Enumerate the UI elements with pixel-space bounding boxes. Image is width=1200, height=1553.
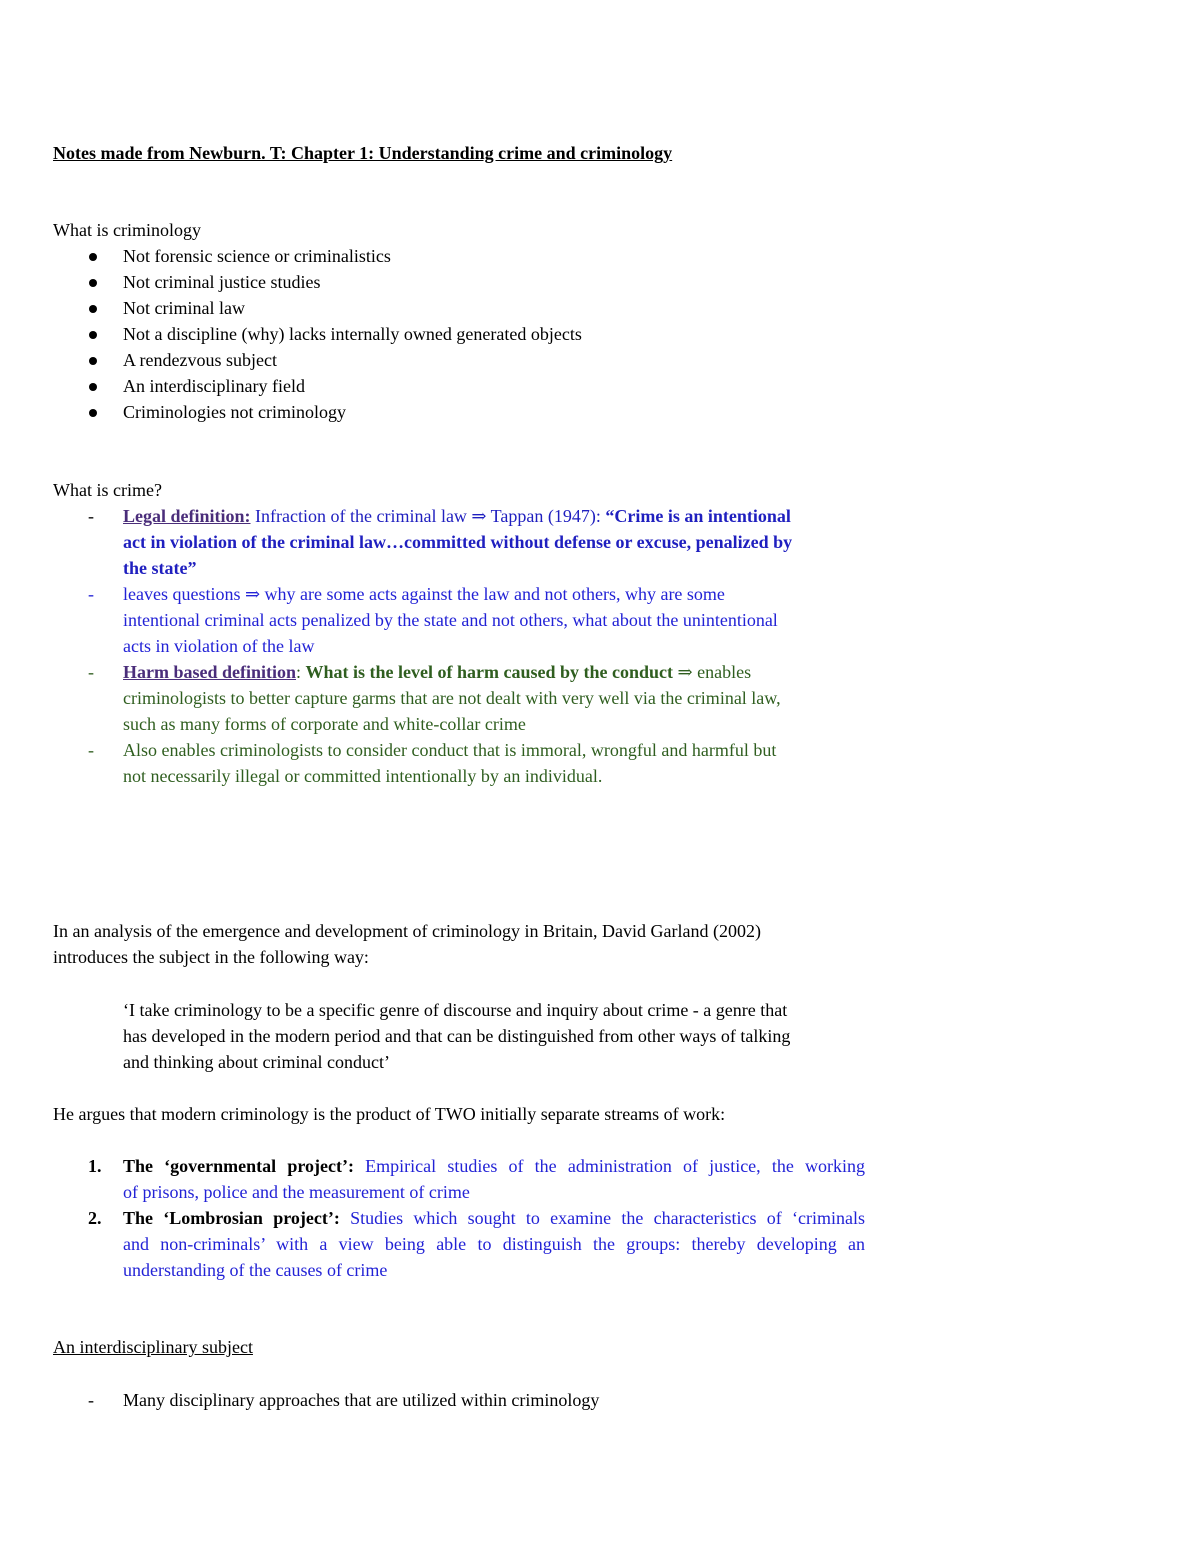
harm-definition-line-3: such as many forms of corporate and white-collar crime [123,714,526,734]
garland-intro-line-2: introduces the subject in the following way: [53,947,369,967]
bullet-icon [89,331,97,339]
list-item: Not forensic science or criminalistics [123,246,391,266]
bullet-icon [89,357,97,365]
questions-line-1: leaves questions ⇒ why are some acts against the law and not others, why are some [123,584,725,604]
interdisciplinary-item: Many disciplinary approaches that are utilized within criminology [123,1390,600,1410]
dash-marker: - [88,1390,94,1410]
governmental-project-label: The ‘governmental project’: [123,1156,354,1176]
legal-definition-text: Infraction of the criminal law ⇒ Tappan (1947): [250,506,606,526]
harm-definition-line-2: criminologists to better capture garms that are not dealt with very well via the criminal law, [123,688,781,708]
harm-definition-text: ⇒ enables [677,662,752,682]
section-heading-crime: What is crime? [53,480,162,500]
governmental-project-line-1 [123,1153,865,1179]
garland-quote-line-3: and thinking about criminal conduct’ [123,1052,390,1072]
list-item: Criminologies not criminology [123,402,346,422]
garland-intro-line-1: In an analysis of the emergence and development of criminology in Britain, David Garland (2002) [53,921,761,941]
governmental-project-text: Empirical studies of the administration of justice, the working [353,1156,866,1176]
list-item: Not criminal law [123,298,245,318]
list-item: Not a discipline (why) lacks internally owned generated objects [123,324,582,344]
lombrosian-project-line-3: understanding of the causes of crime [123,1260,388,1280]
section-heading-criminology: What is criminology [53,220,201,240]
tappan-quote-part-1: “Crime is an intentional [605,506,791,526]
lombrosian-project-line-1 [123,1205,865,1231]
bullet-icon [89,409,97,417]
dash-marker: - [88,584,94,604]
legal-definition-line-1 [123,503,791,529]
tappan-quote-part-2: act in violation of the criminal law…committed without defense or excuse, penalized by [123,532,793,552]
also-enables-line-1: Also enables criminologists to consider conduct that is immoral, wrongful and harmful but [123,740,777,760]
lombrosian-project-line-2: and non-criminals’ with a view being able to distinguish the groups: thereby developing an [123,1234,865,1254]
list-item: Not criminal justice studies [123,272,321,292]
bullet-icon [89,383,97,391]
lombrosian-project-text: Studies which sought to examine the characteristics of ‘criminals [339,1208,866,1228]
harm-definition-bold: What is the level of harm caused by the conduct [305,662,678,682]
tappan-quote-part-3: the state” [123,558,197,578]
document-title: Notes made from Newburn. T: Chapter 1: Understanding crime and criminology [53,143,673,163]
legal-definition-label: Legal definition: [123,506,251,526]
dash-marker: - [88,662,94,682]
questions-line-2: intentional criminal acts penalized by the state and not others, what about the unintentional [123,610,778,630]
questions-line-3: acts in violation of the law [123,636,315,656]
list-item: A rendezvous subject [123,350,277,370]
also-enables-line-2: not necessarily illegal or committed intentionally by an individual. [123,766,603,786]
list-number: 1. [88,1156,102,1176]
list-number: 2. [88,1208,102,1228]
harm-definition-label: Harm based definition [123,662,297,682]
two-streams-sentence: He argues that modern criminology is the product of TWO initially separate streams of work: [53,1104,726,1124]
dash-marker: - [88,740,94,760]
bullet-icon [89,305,97,313]
bullet-icon [89,253,97,261]
harm-definition-line-1 [123,659,751,685]
garland-quote-line-1: ‘I take criminology to be a specific genre of discourse and inquiry about crime - a genre that [123,1000,788,1020]
section-heading-interdisciplinary: An interdisciplinary subject [53,1337,253,1357]
bullet-icon [89,279,97,287]
governmental-project-line-2: of prisons, police and the measurement of crime [123,1182,470,1202]
harm-colon: : [296,662,306,682]
garland-quote-line-2: has developed in the modern period and that can be distinguished from other ways of talking [123,1026,791,1046]
list-item: An interdisciplinary field [123,376,305,396]
lombrosian-project-label: The ‘Lombrosian project’: [123,1208,340,1228]
dash-marker: - [88,506,94,526]
